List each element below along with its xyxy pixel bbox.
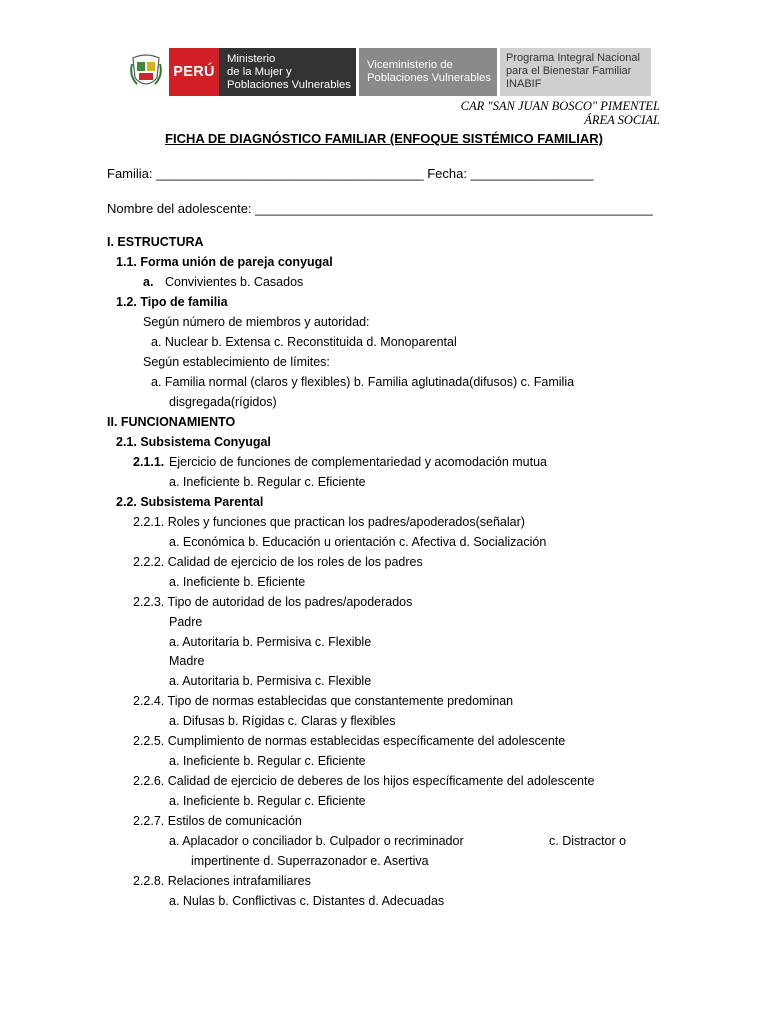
form-line: II. FUNCIONAMIENTO	[107, 415, 236, 429]
form-line: Ejercicio de funciones de complementariedad y acomodación mutua	[169, 455, 547, 469]
ministerio-label: Ministerio de la Mujer y Poblaciones Vulnerables	[219, 48, 356, 96]
form-line: 2.2.2. Calidad de ejercicio de los roles de los padres	[133, 555, 423, 569]
form-line: 2.2.3. Tipo de autoridad de los padres/apoderados	[133, 595, 413, 609]
form-line: impertinente d. Superrazonador e. Asertiva	[191, 854, 429, 868]
form-line: Madre	[169, 654, 205, 668]
familia-fecha-field[interactable]: Familia: _____________________________________ Fecha: _________________	[107, 166, 594, 181]
form-line: I. ESTRUCTURA	[107, 235, 204, 249]
form-line: a. Económica b. Educación u orientación c. Afectiva d. Socialización	[169, 535, 547, 549]
form-line: a. Autoritaria b. Permisiva c. Flexible	[169, 635, 372, 649]
area-name: ÁREA SOCIAL	[584, 113, 660, 127]
form-line: 1.2. Tipo de familia	[116, 295, 228, 309]
institutional-header	[127, 48, 651, 96]
peru-logo: PERÚ	[169, 48, 219, 96]
form-line: 1.1. Forma unión de pareja conyugal	[116, 255, 333, 269]
form-line: a. Aplacador o conciliador b. Culpador o recriminador	[169, 834, 464, 848]
form-line: 2.2.4. Tipo de normas establecidas que constantemente predominan	[133, 694, 514, 708]
adolescente-name-field[interactable]: Nombre del adolescente: _______________________________________________________	[107, 201, 653, 216]
form-line: a.	[143, 275, 154, 289]
form-line: 2.2. Subsistema Parental	[116, 495, 264, 509]
form-line: a. Nuclear b. Extensa c. Reconstituida d. Monoparental	[151, 335, 457, 349]
form-line: a. Nulas b. Conflictivas c. Distantes d. Adecuadas	[169, 894, 445, 908]
coat-of-arms-icon	[127, 48, 165, 96]
form-line: c. Distractor o	[549, 834, 627, 848]
form-line: Convivientes b. Casados	[165, 275, 304, 289]
form-line: Padre	[169, 615, 203, 629]
form-line: a. Ineficiente b. Eficiente	[169, 575, 306, 589]
form-line: 2.2.8. Relaciones intrafamiliares	[133, 874, 311, 888]
form-line: 2.2.7. Estilos de comunicación	[133, 814, 302, 828]
form-line: disgregada(rígidos)	[169, 395, 277, 409]
form-line: a. Ineficiente b. Regular c. Eficiente	[169, 754, 366, 768]
form-line: 2.2.6. Calidad de ejercicio de deberes de los hijos específicamente del adolescente	[133, 774, 595, 788]
document-title: FICHA DE DIAGNÓSTICO FAMILIAR (ENFOQUE SISTÉMICO FAMILIAR)	[165, 131, 603, 146]
programa-label: Programa Integral Nacional para el Bienestar Familiar INABIF	[500, 48, 651, 96]
form-line: 2.2.5. Cumplimiento de normas establecidas específicamente del adolescente	[133, 734, 566, 748]
form-line: a. Familia normal (claros y flexibles) b. Familia aglutinada(difusos) c. Familia	[151, 375, 575, 389]
form-line: a. Autoritaria b. Permisiva c. Flexible	[169, 674, 372, 688]
form-line: a. Difusas b. Rígidas c. Claras y flexibles	[169, 714, 396, 728]
form-line: Según establecimiento de límites:	[143, 355, 330, 369]
form-line: Según número de miembros y autoridad:	[143, 315, 370, 329]
institution-note	[461, 99, 660, 127]
car-name: CAR "SAN JUAN BOSCO" PIMENTEL	[460, 99, 660, 113]
form-line: 2.2.1. Roles y funciones que practican los padres/apoderados(señalar)	[133, 515, 525, 529]
form-line: a. Ineficiente b. Regular c. Eficiente	[169, 475, 366, 489]
form-line: a. Ineficiente b. Regular c. Eficiente	[169, 794, 366, 808]
form-line: 2.1. Subsistema Conyugal	[116, 435, 271, 449]
form-line: 2.1.1.	[133, 455, 165, 469]
viceministerio-label: Viceministerio de Poblaciones Vulnerables	[359, 48, 497, 96]
